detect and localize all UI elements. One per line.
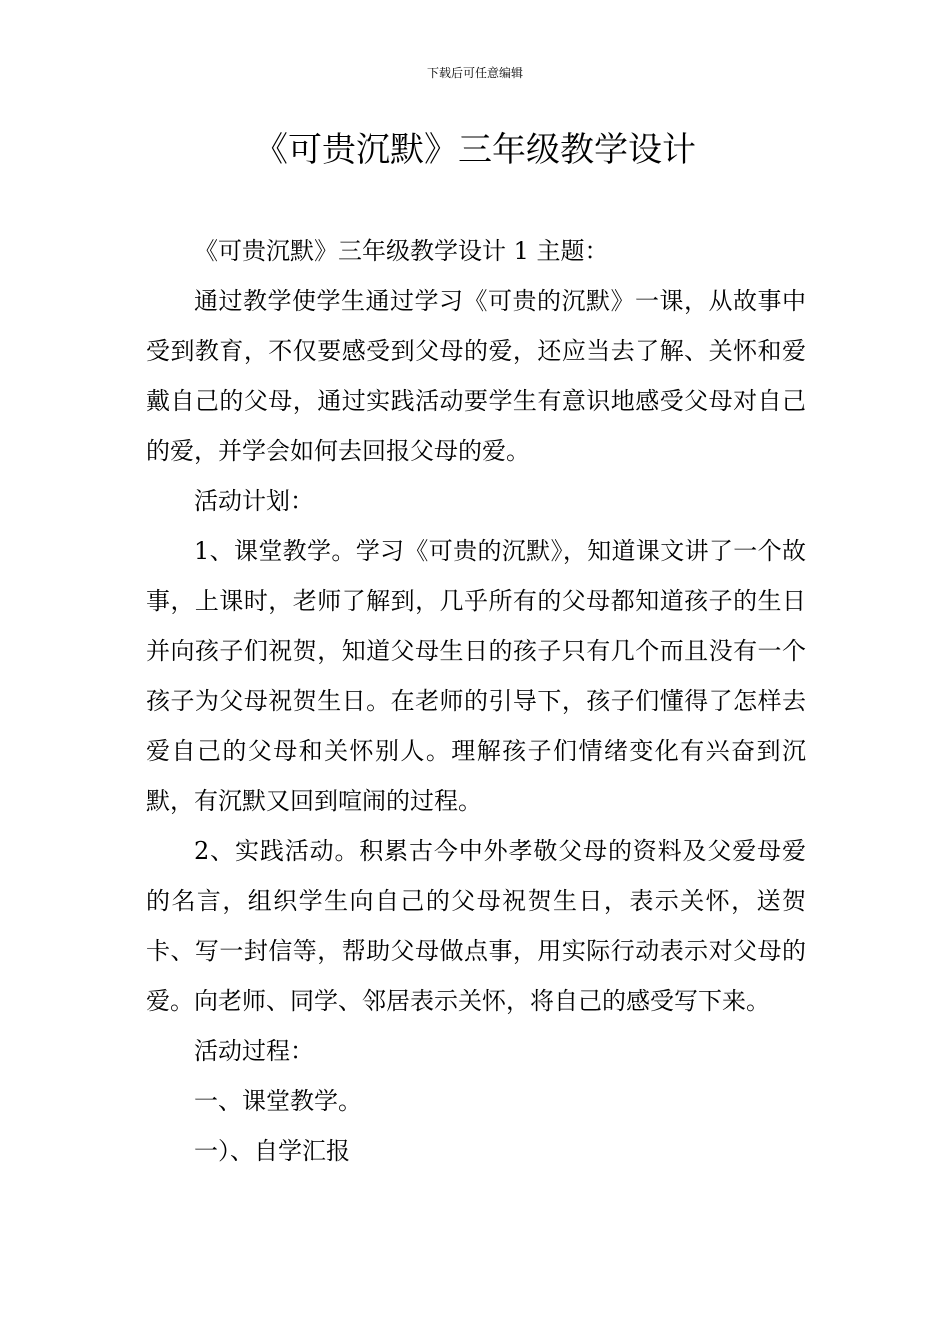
paragraph-plan-heading: 活动计划： bbox=[194, 487, 314, 515]
paragraph-process-heading: 活动过程： bbox=[194, 1037, 314, 1065]
paragraph-plan-1: 1、课堂教学。学习《可贵的沉默》，知道课文讲了一个故事，上课时，老师了解到，几乎所有的父母都知道孩子的生日并向孩子们祝贺，知道父母生日的孩子只有几个而且没有一个孩子为父母祝贺生日。在老师的引导下，孩子们懂得了怎样去爱自己的父母和关怀别人。理解孩子们情绪变化有兴奋到沉默，有沉默又回到喧闹的过程。 bbox=[146, 537, 806, 815]
paragraph-theme: 通过教学使学生通过学习《可贵的沉默》一课，从故事中受到教育，不仅要感受到父母的爱，还应当去了解、关怀和爱戴自己的父母，通过实践活动要学生有意识地感受父母对自己的爱，并学会如何去回报父母的爱。 bbox=[146, 287, 806, 465]
paragraph-subsection-1: 一）、自学汇报 bbox=[194, 1137, 350, 1165]
page-title: 《可贵沉默》三年级教学设计 bbox=[254, 130, 696, 170]
paragraph-subtitle: 《可贵沉默》三年级教学设计 1 主题： bbox=[194, 237, 609, 265]
paragraph-plan-2: 2、实践活动。积累古今中外孝敬父母的资料及父爱母爱的名言，组织学生向自己的父母祝贺生日，表示关怀，送贺卡、写一封信等，帮助父母做点事，用实际行动表示对父母的爱。向老师、同学、邻居表示关怀，将自己的感受写下来。 bbox=[146, 837, 806, 1015]
paragraph-section-1: 一、课堂教学。 bbox=[194, 1087, 362, 1115]
header-note: 下载后可任意编辑 bbox=[426, 66, 523, 80]
document-body bbox=[146, 226, 806, 1176]
